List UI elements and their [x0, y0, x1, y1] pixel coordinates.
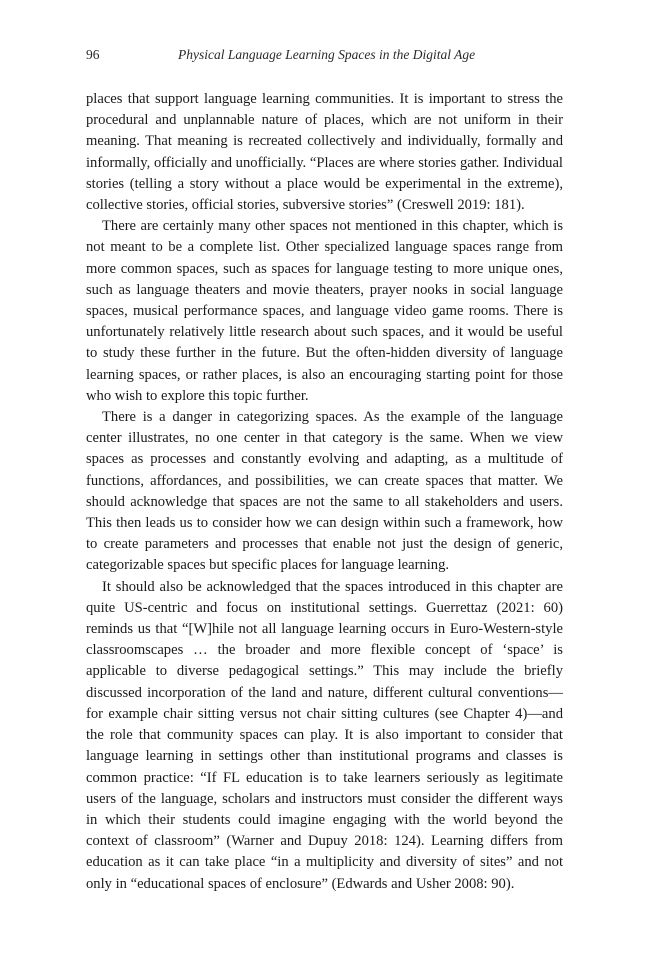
body-text: [86, 89, 563, 895]
running-head: [86, 47, 564, 67]
paragraph-us-centric: It should also be acknowledged that the spaces introduced in this chapter are quite US-centric and focus on institutional settings. Guerrettaz (2021: 60) reminds us that “[W]hile not all language learning occurs in Euro-Western-style classroomscapes … the broader and more flexible concept of ‘space’ is applicable to diverse pedagogical settings.” This may include the briefly discussed incorporation of the land and nature, different cultural conventions—for example chair sitting versus not chair sitting cultures (see Chapter 4)—and the role that community spaces can play. It is also important to consider that language learning in settings other than institutional programs and classes is common practice: “If FL education is to take learners seriously as legitimate users of the language, scholars and instructors must consider the different ways in which their students could imagine engaging with the world beyond the context of classroom” (Warner and Dupuy 2018: 124). Learning differs from education as it can take place “in a multiplicity and diversity of sites” and not only in “educational spaces of enclosure” (Edwards and Usher 2008: 90).: [86, 578, 563, 892]
paragraph-continuation: places that support language learning communities. It is important to stress the procedural and unplannable nature of places, which are not uniform in their meaning. That meaning is recreated collectively and individually, formally and informally, officially and unofficially. “Places are where stories gather. Individual stories (telling a story without a place would be experimental in the extreme), collective stories, official stories, subversive stories” (Creswell 2019: 181).: [86, 91, 563, 214]
running-title: Physical Language Learning Spaces in the Digital Age: [178, 47, 476, 62]
paragraph-categorizing: There is a danger in categorizing spaces. As the example of the language center illustrates, no one center in that category is the same. When we view spaces as processes and constantly evolving and adapting, as a multitude of functions, affordances, and possibilities, we can create spaces that matter. We should acknowledge that spaces are not the same to all stakeholders and users. This then leads us to consider how we can design within such a framework, how to create parameters and processes that enable not just the design of generic, categorizable spaces but specific places for language learning.: [86, 409, 563, 574]
page-number: 96: [86, 47, 100, 62]
paragraph-other-spaces: There are certainly many other spaces not mentioned in this chapter, which is not meant to be a complete list. Other specialized language spaces range from more common spaces, such as spaces for language testing to more unique ones, such as language theaters and movie theaters, prayer nooks in social language spaces, musical performance spaces, and language video game rooms. There is unfortunately relatively little research about such spaces, and it would be useful to study these further in the future. But the often-hidden diversity of language learning spaces, or rather places, is also an encouraging starting point for those who wish to explore this topic further.: [86, 218, 563, 404]
